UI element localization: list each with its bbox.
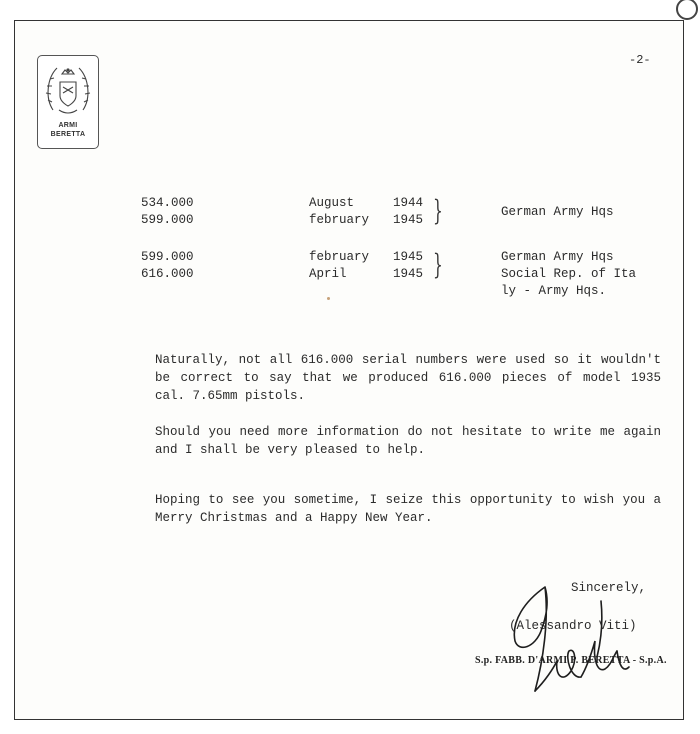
serial-number: 599.000 bbox=[141, 250, 194, 264]
logo-text-armi: ARMI bbox=[58, 122, 78, 129]
letter-page bbox=[14, 20, 684, 720]
recipient: ly - Army Hqs. bbox=[501, 284, 607, 298]
beretta-crest-icon bbox=[43, 60, 93, 122]
page-number: -2- bbox=[629, 53, 651, 67]
month: August bbox=[309, 196, 370, 210]
serial-number: 599.000 bbox=[141, 213, 194, 227]
firm-name: S.p. FABB. D'ARMI P. BERETTA - S.p.A. bbox=[475, 655, 667, 666]
serial-number: 616.000 bbox=[141, 267, 194, 281]
brace-icon: } bbox=[433, 194, 443, 227]
recipient: Social Rep. of Ita bbox=[501, 267, 637, 281]
month: february bbox=[309, 250, 370, 264]
paper-speck bbox=[327, 297, 330, 300]
serial-number: 534.000 bbox=[141, 196, 194, 210]
month: April bbox=[309, 267, 370, 281]
year: 1945 bbox=[393, 250, 424, 264]
signer-name: (Alessandro Viti) bbox=[509, 619, 637, 633]
recipient: German Army Hqs bbox=[501, 250, 614, 264]
body-paragraph: Hoping to see you sometime, I seize this opportunity to wish you a Merry Christmas and a Happy New Year. bbox=[155, 493, 661, 525]
year: 1945 bbox=[393, 267, 424, 281]
brace-icon: } bbox=[433, 248, 443, 281]
year: 1944 bbox=[393, 196, 424, 210]
handwritten-signature bbox=[505, 581, 645, 701]
beretta-logo bbox=[37, 55, 99, 149]
closing: Sincerely, bbox=[571, 581, 647, 595]
logo-text-beretta: BERETTA bbox=[50, 131, 86, 138]
body-paragraph: Naturally, not all 616.000 serial numbers were used so it wouldn't be correct to say that we produced 616.000 pieces of model 1935 cal. 7.65mm pistols. bbox=[155, 353, 661, 403]
corner-circle-mark bbox=[676, 0, 698, 20]
body-paragraph: Should you need more information do not hesitate to write me again and I shall be very pleased to help. bbox=[155, 425, 661, 457]
month: february bbox=[309, 213, 370, 227]
year: 1945 bbox=[393, 213, 424, 227]
recipient: German Army Hqs bbox=[501, 205, 614, 219]
